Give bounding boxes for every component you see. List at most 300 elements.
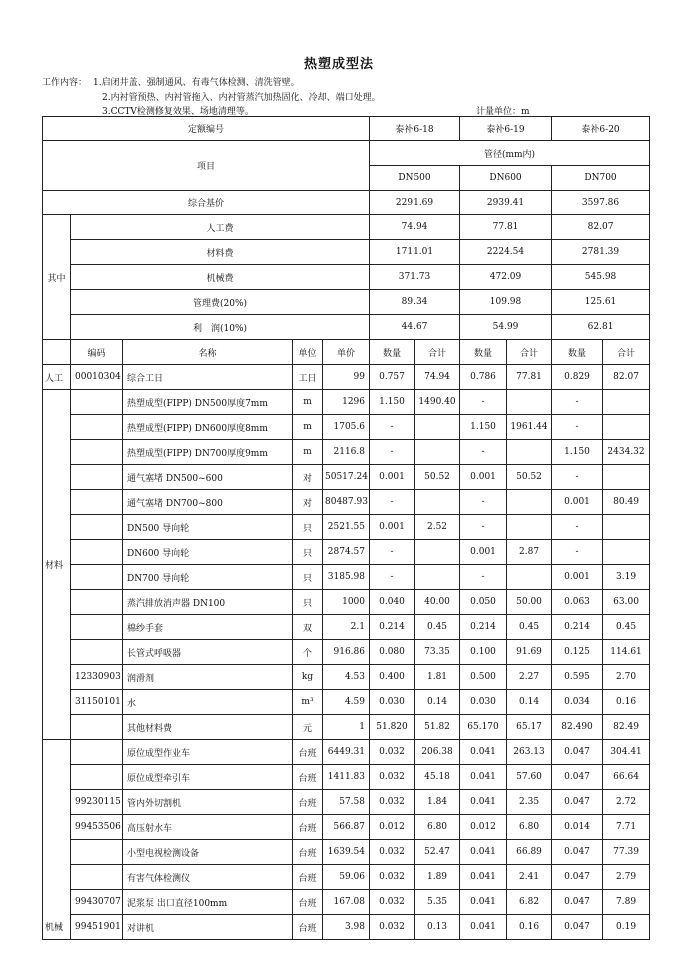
item-qty: 0.001 <box>552 565 603 590</box>
item-unit: 台班 <box>293 890 323 915</box>
item-qty: - <box>370 565 415 590</box>
item-qty: - <box>460 515 507 540</box>
machinery-row <box>43 865 650 890</box>
item-qty: 0.001 <box>460 540 507 565</box>
material-row <box>43 415 650 440</box>
item-unit: 台班 <box>293 765 323 790</box>
item-code <box>71 515 123 540</box>
item-total <box>603 540 650 565</box>
item-qty: 0.001 <box>552 490 603 515</box>
item-total: 0.13 <box>415 915 460 940</box>
item-unit: 对 <box>293 490 323 515</box>
item-price: 59.06 <box>323 865 370 890</box>
item-total: 2434.32 <box>603 440 650 465</box>
item-unit: 对 <box>293 465 323 490</box>
work-content-label: 工作内容： <box>42 78 88 88</box>
item-qty: 0.080 <box>370 640 415 665</box>
item-total <box>507 390 552 415</box>
item-qty: 0.032 <box>370 890 415 915</box>
item-total: 74.94 <box>415 365 460 390</box>
machinery-row <box>43 815 650 840</box>
item-total: 2.87 <box>507 540 552 565</box>
item-code: 12330903 <box>71 665 123 690</box>
item-name: 热塑成型(FIPP) DN600厚度8mm <box>123 415 293 440</box>
item-total: 2.70 <box>603 665 650 690</box>
item-price: 3185.98 <box>323 565 370 590</box>
item-qty: 0.041 <box>460 840 507 865</box>
item-total <box>603 390 650 415</box>
breakdown-value: 1711.01 <box>370 240 460 265</box>
item-total <box>415 415 460 440</box>
item-qty: - <box>370 490 415 515</box>
item-qty: - <box>552 390 603 415</box>
quota-no-row <box>43 117 650 141</box>
base-price-label: 综合基价 <box>43 191 370 215</box>
item-unit: m <box>293 390 323 415</box>
item-total: 7.71 <box>603 815 650 840</box>
item-name: 其他材料费 <box>123 715 293 740</box>
item-name: 有害气体检测仪 <box>123 865 293 890</box>
item-price: 1705.6 <box>323 415 370 440</box>
item-name: DN600 导向轮 <box>123 540 293 565</box>
machinery-row <box>43 740 650 765</box>
item-qty: 0.012 <box>460 815 507 840</box>
unit-note: 计量单位：m <box>476 107 530 117</box>
item-qty: - <box>370 415 415 440</box>
item-code <box>71 390 123 415</box>
item-unit: 工日 <box>293 365 323 390</box>
of-which-label: 其中 <box>43 215 71 340</box>
item-total: 5.35 <box>415 890 460 915</box>
item-name: 原位成型牵引车 <box>123 765 293 790</box>
item-unit: 双 <box>293 615 323 640</box>
pipe-diameter-label: 管径(mm内) <box>370 141 650 166</box>
quota-no-1: 泰补6-18 <box>370 117 460 141</box>
breakdown-row <box>43 240 650 265</box>
item-price: 6449.31 <box>323 740 370 765</box>
item-price: 2874.57 <box>323 540 370 565</box>
item-name: 泥浆泵 出口直径100mm <box>123 890 293 915</box>
item-qty: 0.001 <box>370 465 415 490</box>
item-name: 热塑成型(FIPP) DN500厚度7mm <box>123 390 293 415</box>
item-qty: 1.150 <box>552 440 603 465</box>
breakdown-value: 2224.54 <box>460 240 552 265</box>
item-qty: - <box>460 490 507 515</box>
column-header-name: 名称 <box>123 340 293 365</box>
item-price: 167.08 <box>323 890 370 915</box>
item-qty: 0.047 <box>552 765 603 790</box>
material-row <box>43 390 650 415</box>
item-price: 80487.93 <box>323 490 370 515</box>
item-unit: 个 <box>293 640 323 665</box>
item-qty: 0.041 <box>460 890 507 915</box>
item-total <box>603 415 650 440</box>
machinery-row <box>43 790 650 815</box>
item-qty: 0.063 <box>552 590 603 615</box>
item-total: 50.52 <box>507 465 552 490</box>
item-code <box>71 740 123 765</box>
item-total: 2.27 <box>507 665 552 690</box>
item-name: 原位成型作业车 <box>123 740 293 765</box>
item-total: 63.00 <box>603 590 650 615</box>
item-code <box>71 640 123 665</box>
item-name: 综合工日 <box>123 365 293 390</box>
item-total: 73.35 <box>415 640 460 665</box>
breakdown-value: 62.81 <box>552 315 650 340</box>
item-qty: 0.214 <box>552 615 603 640</box>
item-price: 1411.83 <box>323 765 370 790</box>
breakdown-row <box>43 290 650 315</box>
item-price: 2521.55 <box>323 515 370 540</box>
item-qty: 0.030 <box>460 690 507 715</box>
item-price: 2.1 <box>323 615 370 640</box>
item-unit: 台班 <box>293 915 323 940</box>
item-name: 管内外切割机 <box>123 790 293 815</box>
item-qty: 0.030 <box>370 690 415 715</box>
item-unit: m <box>293 440 323 465</box>
item-qty: - <box>370 540 415 565</box>
item-qty: - <box>552 465 603 490</box>
item-qty: - <box>370 440 415 465</box>
column-header-total: 合计 <box>415 340 460 365</box>
item-qty: 0.001 <box>370 515 415 540</box>
item-unit: 只 <box>293 565 323 590</box>
diameter-3: DN700 <box>552 166 650 191</box>
item-price: 566.87 <box>323 815 370 840</box>
item-name: 小型电视检测设备 <box>123 840 293 865</box>
material-row <box>43 640 650 665</box>
breakdown-label: 人工费 <box>71 215 370 240</box>
base-price-3: 3597.86 <box>552 191 650 215</box>
item-total: 51.82 <box>415 715 460 740</box>
material-row <box>43 490 650 515</box>
work-content-line-2: 2.内衬管预热、内衬管拖入、内衬管蒸汽加热固化、冷却、端口处理。 <box>102 93 381 103</box>
column-header-qty: 数量 <box>460 340 507 365</box>
materials-category-label: 材料 <box>43 390 71 740</box>
item-name: 通气塞堵 DN500~600 <box>123 465 293 490</box>
item-name: DN700 导向轮 <box>123 565 293 590</box>
item-total: 7.89 <box>603 890 650 915</box>
item-total: 77.39 <box>603 840 650 865</box>
breakdown-value: 371.73 <box>370 265 460 290</box>
item-total <box>415 440 460 465</box>
breakdown-value: 54.99 <box>460 315 552 340</box>
item-qty: 0.047 <box>552 740 603 765</box>
item-qty: 0.032 <box>370 865 415 890</box>
item-name: 长管式呼吸器 <box>123 640 293 665</box>
breakdown-value: 545.98 <box>552 265 650 290</box>
item-qty: 0.041 <box>460 790 507 815</box>
material-row <box>43 565 650 590</box>
material-row <box>43 515 650 540</box>
item-code: 99230115 <box>71 790 123 815</box>
item-qty: - <box>460 565 507 590</box>
item-code: 99451901 <box>71 915 123 940</box>
material-row <box>43 615 650 640</box>
breakdown-value: 82.07 <box>552 215 650 240</box>
column-header-unit: 单位 <box>293 340 323 365</box>
item-total: 66.64 <box>603 765 650 790</box>
item-name: DN500 导向轮 <box>123 515 293 540</box>
base-price-2: 2939.41 <box>460 191 552 215</box>
item-total: 1.84 <box>415 790 460 815</box>
breakdown-value: 125.61 <box>552 290 650 315</box>
item-total: 77.81 <box>507 365 552 390</box>
labor-category-label: 人工 <box>43 365 71 390</box>
quota-no-3: 泰补6-20 <box>552 117 650 141</box>
breakdown-value: 2781.39 <box>552 240 650 265</box>
item-qty: 0.047 <box>552 890 603 915</box>
item-total: 6.82 <box>507 890 552 915</box>
item-qty: 0.012 <box>370 815 415 840</box>
item-code <box>71 490 123 515</box>
item-price: 50517.24 <box>323 465 370 490</box>
item-qty: 0.041 <box>460 740 507 765</box>
item-price: 1639.54 <box>323 840 370 865</box>
item-qty: 0.829 <box>552 365 603 390</box>
item-code <box>71 540 123 565</box>
item-total <box>415 490 460 515</box>
item-total <box>415 540 460 565</box>
breakdown-value: 77.81 <box>460 215 552 240</box>
item-unit: 台班 <box>293 790 323 815</box>
item-code <box>71 865 123 890</box>
item-unit: m <box>293 415 323 440</box>
material-row <box>43 465 650 490</box>
item-total: 2.35 <box>507 790 552 815</box>
labor-row <box>43 365 650 390</box>
item-total: 6.80 <box>507 815 552 840</box>
item-qty: 0.500 <box>460 665 507 690</box>
item-total: 263.13 <box>507 740 552 765</box>
work-content-text-1: 1.启闭井盖、强制通风、有毒气体检测、清洗管壁。 <box>93 78 300 88</box>
item-price: 2116.8 <box>323 440 370 465</box>
item-qty: 0.595 <box>552 665 603 690</box>
item-qty: - <box>460 440 507 465</box>
column-header-blank <box>43 340 71 365</box>
breakdown-label: 机械费 <box>71 265 370 290</box>
item-total: 0.19 <box>603 915 650 940</box>
item-name: 棉纱手套 <box>123 615 293 640</box>
item-total: 0.16 <box>507 915 552 940</box>
item-price: 3.98 <box>323 915 370 940</box>
breakdown-row <box>43 265 650 290</box>
breakdown-value: 74.94 <box>370 215 460 240</box>
breakdown-label: 利 润(10%) <box>71 315 370 340</box>
material-row <box>43 665 650 690</box>
item-code <box>71 615 123 640</box>
item-total: 2.72 <box>603 790 650 815</box>
item-total: 1490.40 <box>415 390 460 415</box>
item-total: 2.79 <box>603 865 650 890</box>
item-total: 0.45 <box>415 615 460 640</box>
item-qty: 0.041 <box>460 915 507 940</box>
item-qty: 0.032 <box>370 790 415 815</box>
item-code <box>71 565 123 590</box>
machinery-category-label: 机械 <box>43 740 71 940</box>
base-price-row <box>43 191 650 215</box>
item-price: 1000 <box>323 590 370 615</box>
item-total: 82.07 <box>603 365 650 390</box>
item-label: 项目 <box>43 141 370 191</box>
breakdown-label: 管理费(20%) <box>71 290 370 315</box>
item-total: 82.49 <box>603 715 650 740</box>
item-qty: 65.170 <box>460 715 507 740</box>
item-qty: 0.757 <box>370 365 415 390</box>
item-qty: 82.490 <box>552 715 603 740</box>
item-qty: 0.032 <box>370 765 415 790</box>
diameter-1: DN500 <box>370 166 460 191</box>
item-unit: 只 <box>293 590 323 615</box>
item-qty: 0.040 <box>370 590 415 615</box>
item-unit: 台班 <box>293 740 323 765</box>
item-qty: 1.150 <box>460 415 507 440</box>
item-total: 57.60 <box>507 765 552 790</box>
item-code <box>71 590 123 615</box>
item-qty: 0.786 <box>460 365 507 390</box>
item-total: 206.38 <box>415 740 460 765</box>
breakdown-row <box>43 315 650 340</box>
material-row <box>43 440 650 465</box>
breakdown-value: 44.67 <box>370 315 460 340</box>
item-unit: 台班 <box>293 865 323 890</box>
item-unit: 台班 <box>293 840 323 865</box>
item-total: 0.16 <box>603 690 650 715</box>
item-qty: - <box>552 540 603 565</box>
item-code: 99430707 <box>71 890 123 915</box>
item-total <box>507 490 552 515</box>
item-total: 3.19 <box>603 565 650 590</box>
pipe-diameter-row <box>43 141 650 166</box>
item-qty: - <box>460 390 507 415</box>
item-qty: 51.820 <box>370 715 415 740</box>
page-title: 热塑成型法 <box>303 57 374 72</box>
breakdown-row <box>43 215 650 240</box>
item-total: 1.89 <box>415 865 460 890</box>
item-qty: 0.125 <box>552 640 603 665</box>
item-total: 1961.44 <box>507 415 552 440</box>
item-code <box>71 415 123 440</box>
machinery-row <box>43 915 650 940</box>
item-unit: kg <box>293 665 323 690</box>
item-qty: 0.050 <box>460 590 507 615</box>
item-name: 润滑剂 <box>123 665 293 690</box>
column-header-row <box>43 340 650 365</box>
item-code <box>71 765 123 790</box>
column-header-price: 单价 <box>323 340 370 365</box>
item-total: 50.00 <box>507 590 552 615</box>
item-qty: - <box>552 515 603 540</box>
item-qty: 0.032 <box>370 915 415 940</box>
item-total: 50.52 <box>415 465 460 490</box>
item-code: 31150101 <box>71 690 123 715</box>
item-qty: 0.041 <box>460 765 507 790</box>
item-total <box>415 565 460 590</box>
item-name: 高压射水车 <box>123 815 293 840</box>
item-unit: 只 <box>293 515 323 540</box>
item-qty: 0.047 <box>552 865 603 890</box>
item-qty: 0.032 <box>370 840 415 865</box>
material-row <box>43 690 650 715</box>
work-content-line-1 <box>42 75 300 88</box>
item-code <box>71 715 123 740</box>
item-qty: 0.214 <box>370 615 415 640</box>
item-total: 65.17 <box>507 715 552 740</box>
item-code: 99453506 <box>71 815 123 840</box>
item-total: 2.41 <box>507 865 552 890</box>
item-unit: 只 <box>293 540 323 565</box>
quota-no-2: 泰补6-19 <box>460 117 552 141</box>
item-total: 40.00 <box>415 590 460 615</box>
item-total: 6.80 <box>415 815 460 840</box>
breakdown-value: 472.09 <box>460 265 552 290</box>
machinery-row <box>43 765 650 790</box>
item-qty: 0.034 <box>552 690 603 715</box>
item-qty: 0.001 <box>460 465 507 490</box>
item-code <box>71 440 123 465</box>
item-total: 66.89 <box>507 840 552 865</box>
diameter-2: DN600 <box>460 166 552 191</box>
item-total: 52.47 <box>415 840 460 865</box>
item-qty: 0.032 <box>370 740 415 765</box>
item-total: 0.14 <box>507 690 552 715</box>
item-total: 45.18 <box>415 765 460 790</box>
work-content-line-3: 3.CCTV检测修复效果、场地清理等。 <box>102 107 254 117</box>
item-name: 水 <box>123 690 293 715</box>
item-name: 热塑成型(FIPP) DN700厚度9mm <box>123 440 293 465</box>
column-header-qty: 数量 <box>370 340 415 365</box>
item-total: 91.69 <box>507 640 552 665</box>
item-price: 4.53 <box>323 665 370 690</box>
item-qty: 0.400 <box>370 665 415 690</box>
item-code: 00010304 <box>71 365 123 390</box>
item-total <box>603 465 650 490</box>
item-unit: 台班 <box>293 815 323 840</box>
item-total <box>603 515 650 540</box>
breakdown-label: 材料费 <box>71 240 370 265</box>
item-price: 99 <box>323 365 370 390</box>
item-price: 916.86 <box>323 640 370 665</box>
item-name: 对讲机 <box>123 915 293 940</box>
item-total: 2.52 <box>415 515 460 540</box>
item-name: 通气塞堵 DN700~800 <box>123 490 293 515</box>
item-qty: 0.047 <box>552 790 603 815</box>
item-unit: m³ <box>293 690 323 715</box>
item-qty: 1.150 <box>370 390 415 415</box>
quota-table <box>42 116 650 940</box>
material-row <box>43 540 650 565</box>
machinery-row <box>43 890 650 915</box>
item-qty: 0.041 <box>460 865 507 890</box>
breakdown-value: 89.34 <box>370 290 460 315</box>
item-price: 4.59 <box>323 690 370 715</box>
item-total: 80.49 <box>603 490 650 515</box>
item-unit: 元 <box>293 715 323 740</box>
item-total: 1.81 <box>415 665 460 690</box>
quota-no-label: 定额编号 <box>43 117 370 141</box>
item-total: 304.41 <box>603 740 650 765</box>
item-price: 1296 <box>323 390 370 415</box>
column-header-code: 编码 <box>71 340 123 365</box>
item-qty: 0.214 <box>460 615 507 640</box>
base-price-1: 2291.69 <box>370 191 460 215</box>
column-header-total: 合计 <box>507 340 552 365</box>
item-code <box>71 465 123 490</box>
material-row <box>43 715 650 740</box>
item-name: 蒸汽排放消声器 DN100 <box>123 590 293 615</box>
column-header-qty: 数量 <box>552 340 603 365</box>
breakdown-value: 109.98 <box>460 290 552 315</box>
